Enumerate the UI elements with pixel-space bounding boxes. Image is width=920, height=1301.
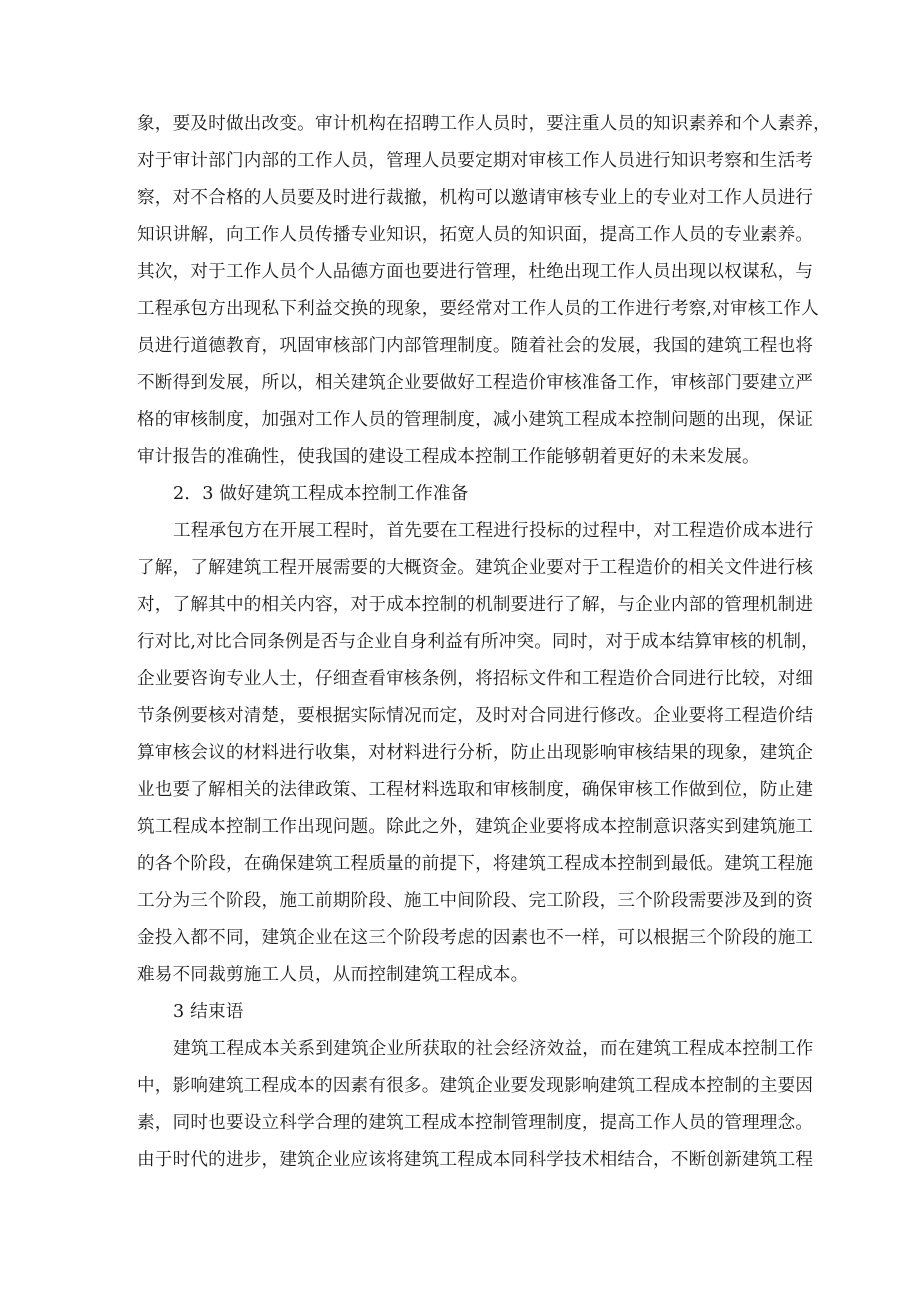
paragraph-line: 由于时代的进步，建筑企业应该将建筑工程成本同科学技术相结合，不断创新建筑工程 bbox=[137, 1150, 814, 1170]
paragraph-line: 企业要咨询专业人士，仔细查看审核条例，将招标文件和工程造价合同进行比较，对细 bbox=[137, 669, 814, 689]
paragraph-line: 算审核会议的材料进行收集，对材料进行分析，防止出现影响审核结果的现象，建筑企 bbox=[137, 743, 814, 763]
paragraph-line: 工分为三个阶段，施工前期阶段、施工中间阶段、完工阶段，三个阶段需要涉及到的资 bbox=[137, 891, 814, 911]
paragraph-first-line: 建筑工程成本关系到建筑企业所获取的社会经济效益，而在建筑工程成本控制工作 bbox=[173, 1039, 814, 1059]
paragraph-line: 节条例要核对清楚，要根据实际情况而定，及时对合同进行修改。企业要将工程造价结 bbox=[137, 706, 814, 726]
paragraph-line: 格的审核制度，加强对工作人员的管理制度，减小建筑工程成本控制问题的出现，保证 bbox=[137, 410, 814, 430]
paragraph-line: 中，影响建筑工程成本的因素有很多。建筑企业要发现影响建筑工程成本控制的主要因 bbox=[137, 1076, 814, 1096]
paragraph-line: 了解，了解建筑工程开展需要的大概资金。建筑企业要对于工程造价的相关文件进行核 bbox=[137, 558, 814, 578]
section-heading: 3 结束语 bbox=[173, 1002, 244, 1022]
paragraph-line: 对，了解其中的相关内容，对于成本控制的机制要进行了解，与企业内部的管理机制进 bbox=[137, 595, 814, 615]
paragraph-line: 金投入都不同，建筑企业在这三个阶段考虑的因素也不一样，可以根据三个阶段的施工 bbox=[137, 928, 814, 948]
paragraph-line: 察，对不合格的人员要及时进行裁撤，机构可以邀请审核专业上的专业对工作人员进行 bbox=[137, 188, 814, 208]
paragraph-line: 象，要及时做出改变。审计机构在招聘工作人员时，要注重人员的知识素养和个人素养， bbox=[137, 114, 831, 134]
paragraph-line: 对于审计部门内部的工作人员，管理人员要定期对审核工作人员进行知识考察和生活考 bbox=[137, 151, 814, 171]
paragraph-line: 筑工程成本控制工作出现问题。除此之外，建筑企业要将成本控制意识落实到建筑施工 bbox=[137, 817, 814, 837]
section-heading: 2．3 做好建筑工程成本控制工作准备 bbox=[173, 484, 469, 504]
paragraph-last-line: 审计报告的准确性，使我国的建设工程成本控制工作能够朝着更好的未来发展。 bbox=[137, 447, 760, 467]
paragraph-first-line: 工程承包方在开展工程时，首先要在工程进行投标的过程中，对工程造价成本进行 bbox=[173, 521, 814, 541]
paragraph-line: 工程承包方出现私下利益交换的现象，要经常对工作人员的工作进行考察,对审核工作人 bbox=[137, 299, 819, 319]
paragraph-line: 不断得到发展，所以，相关建筑企业要做好工程造价审核准备工作，审核部门要建立严 bbox=[137, 373, 814, 393]
paragraph-line: 其次，对于工作人员个人品德方面也要进行管理，杜绝出现工作人员出现以权谋私，与 bbox=[137, 262, 814, 282]
document-body bbox=[137, 106, 831, 1179]
paragraph-last-line: 难易不同裁剪施工人员，从而控制建筑工程成本。 bbox=[137, 965, 529, 985]
paragraph-line: 业也要了解相关的法律政策、工程材料选取和审核制度，确保审核工作做到位，防止建 bbox=[137, 780, 814, 800]
paragraph-line: 的各个阶段，在确保建筑工程质量的前提下，将建筑工程成本控制到最低。建筑工程施 bbox=[137, 854, 814, 874]
paragraph-line: 行对比,对比合同条例是否与企业自身利益有所冲突。同时，对于成本结算审核的机制， bbox=[137, 632, 819, 652]
paragraph-line: 员进行道德教育，巩固审核部门内部管理制度。随着社会的发展，我国的建筑工程也将 bbox=[137, 336, 814, 356]
paragraph-line: 知识讲解，向工作人员传播专业知识，拓宽人员的知识面，提高工作人员的专业素养。 bbox=[137, 225, 814, 245]
paragraph-line: 素，同时也要设立科学合理的建筑工程成本控制管理制度，提高工作人员的管理理念。 bbox=[137, 1113, 814, 1133]
